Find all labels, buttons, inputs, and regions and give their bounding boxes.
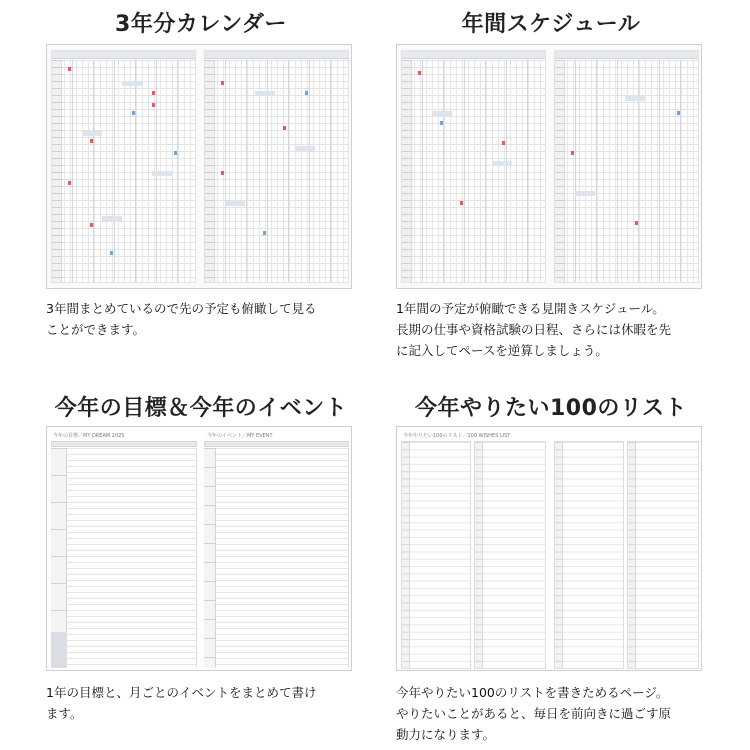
panel-title: 今年の目標＆今年のイベント (54, 396, 348, 421)
schedule-thumbnail (396, 44, 702, 289)
wishes-thumbnail (396, 426, 702, 671)
thumb-right-title: 今年のイベント／MY EVENT (207, 433, 273, 439)
schedule-right-page (554, 50, 699, 283)
calendar-left-page (51, 50, 196, 283)
schedule-left-page (401, 50, 546, 283)
calendar-thumbnail (46, 44, 352, 289)
thumb-title: 今年やりたい100のリスト／100 WISHES LIST (403, 433, 511, 439)
panel-title: 年間スケジュール (461, 12, 641, 37)
calendar-right-page (204, 50, 349, 283)
thumb-left-title: 今年の目標／MY DREAM 2025 (53, 433, 125, 439)
panel-title: 3年分カレンダー (115, 12, 287, 37)
panel-description: 今年やりたい100のリストを書きためるページ。 やりたいことがあると、毎日を前向きに過ごす原 動力になります。 (396, 685, 672, 742)
goals-thumbnail (46, 426, 352, 671)
panel-title: 今年やりたい100のリスト (415, 396, 687, 421)
panel-description: 3年間まとめているので先の予定も俯瞰して見る ことができます。 (46, 301, 317, 337)
panel-description: 1年間の予定が俯瞰できる見開きスケジュール。 長期の仕事や資格試験の日程、さらには休暇を先 に記入してペースを逆算しましょう。 (396, 301, 672, 358)
panel-description: 1年の目標と、月ごとのイベントをまとめて書け ます。 (46, 685, 317, 721)
